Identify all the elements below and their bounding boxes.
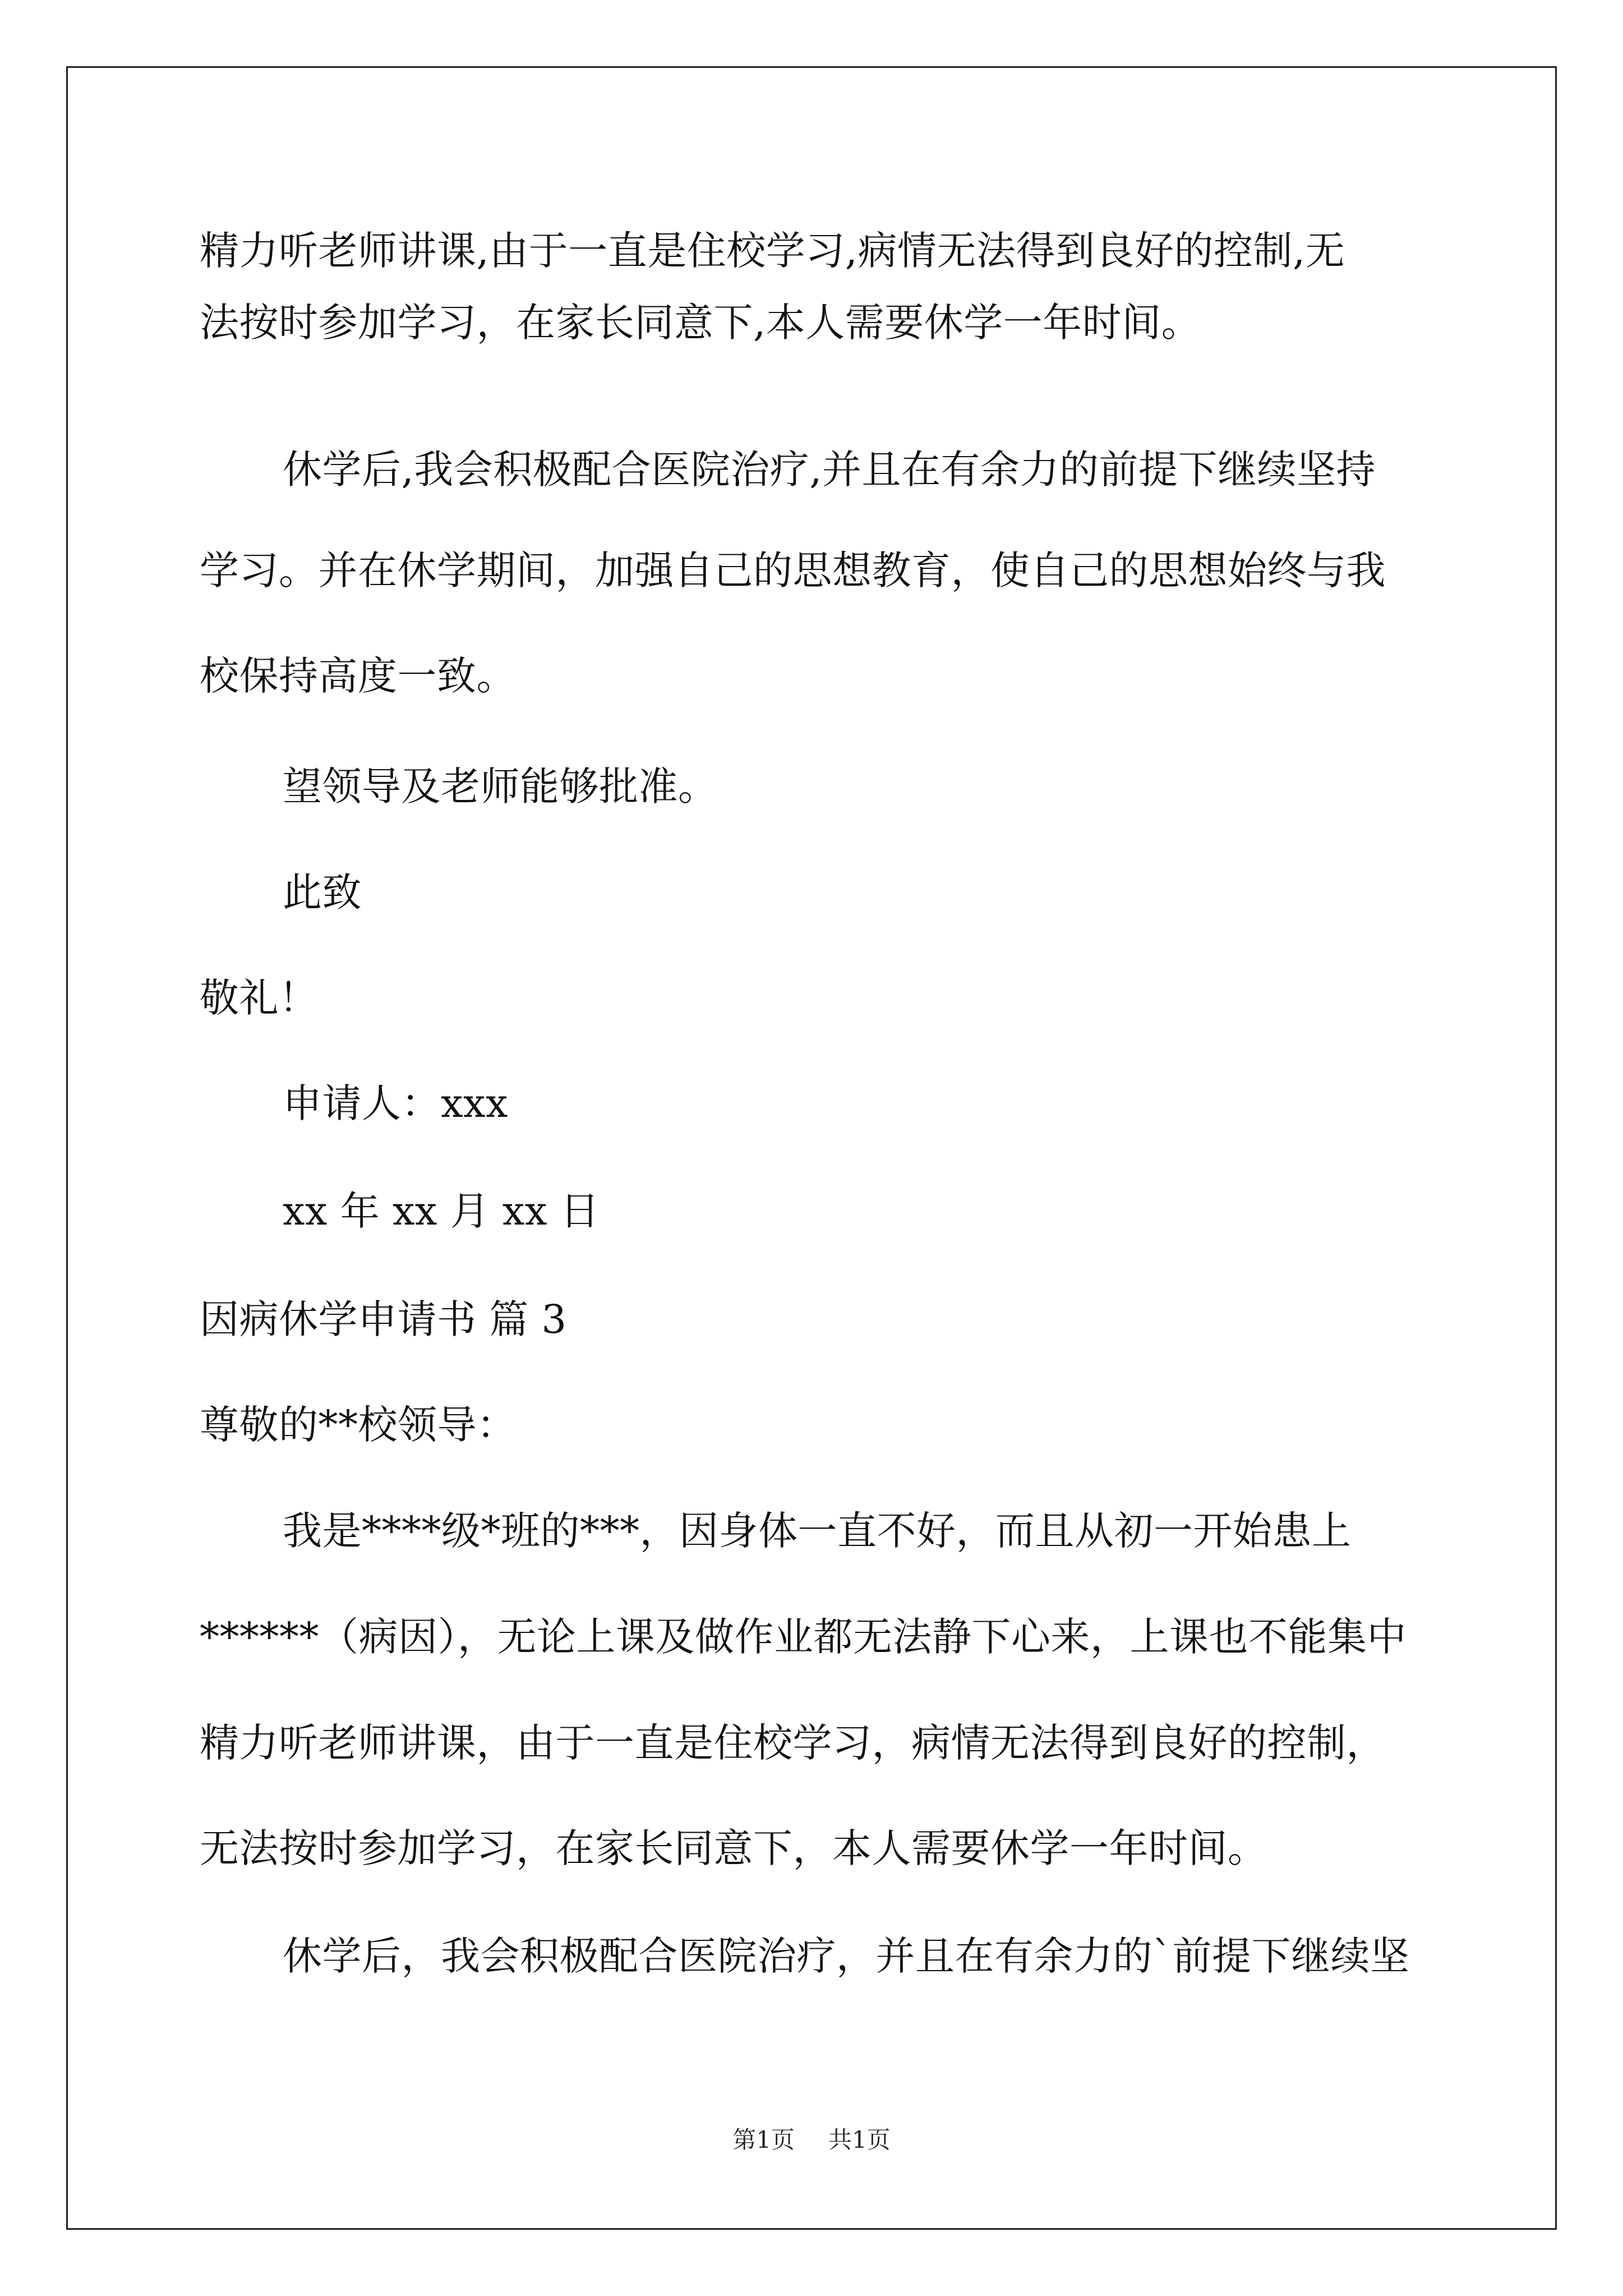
body-line-3: 休学后,我会积极配合医院治疗,并且在有余力的前提下继续坚持 [283,447,1376,493]
section-heading: 因病休学申请书 篇 3 [200,1296,567,1342]
greeting-line: 尊敬的**校领导： [200,1402,517,1448]
body-line-9: 精力听老师讲课，由于一直是住校学习，病情无法得到良好的控制， [200,1720,1386,1766]
body-line-5: 校保持高度一致。 [200,653,516,699]
date-line: xx 年 xx 月 xx 日 [283,1188,600,1234]
body-line-6: 望领导及老师能够批准。 [283,763,718,809]
closing-regards: 敬礼！ [200,975,319,1021]
page-number-total: 共1页 [828,2126,891,2154]
closing-salutation: 此致 [283,869,362,915]
body-line-11: 休学后，我会积极配合医院治疗，并且在有余力的`前提下继续坚 [283,1933,1410,1979]
page-border [66,66,1557,2230]
page-footer [0,2123,1623,2157]
applicant-line: 申请人：xxx [283,1080,508,1126]
body-line-2: 法按时参加学习，在家长同意下,本人需要休学一年时间。 [200,300,1201,346]
body-line-1: 精力听老师讲课,由于一直是住校学习,病情无法得到良好的控制,无 [200,228,1345,274]
body-line-4: 学习。并在休学期间，加强自己的思想教育，使自己的思想始终与我 [200,547,1386,593]
body-line-8: ******（病因），无论上课及做作业都无法静下心来，上课也不能集中 [200,1614,1407,1660]
body-line-7: 我是****级*班的***，因身体一直不好，而且从初一开始患上 [283,1508,1352,1554]
body-line-10: 无法按时参加学习，在家长同意下，本人需要休学一年时间。 [200,1825,1267,1871]
page-number-current: 第1页 [732,2126,795,2154]
